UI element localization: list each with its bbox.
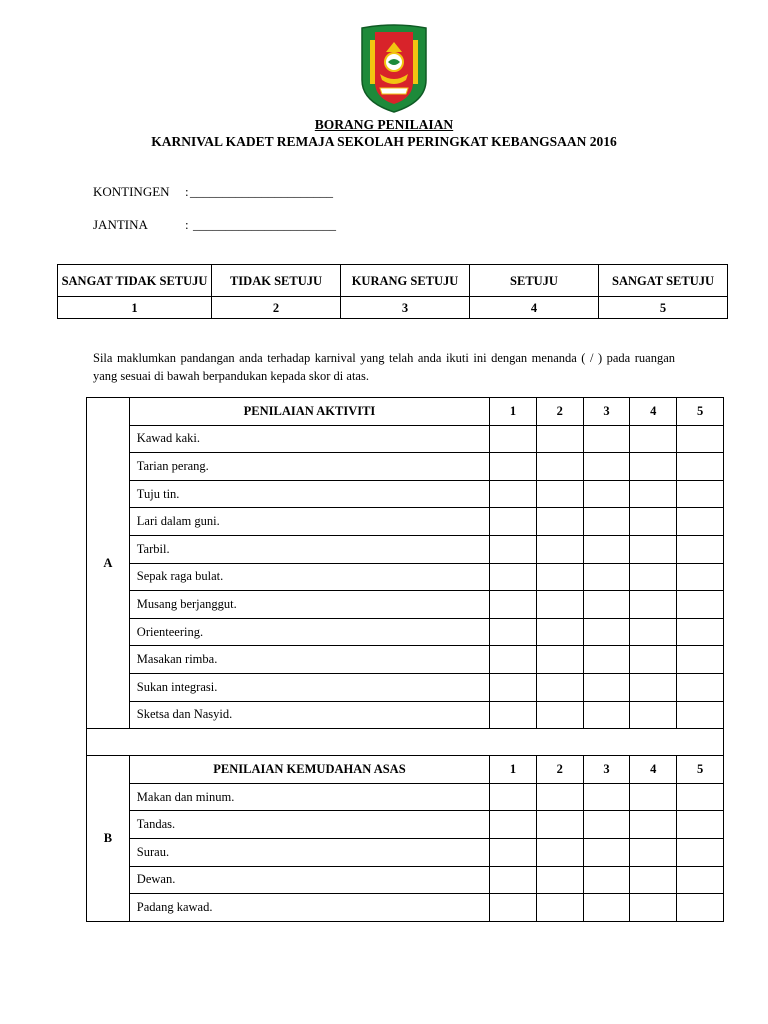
rating-cell[interactable]	[630, 701, 677, 729]
item-label: Tarian perang.	[129, 453, 489, 481]
rating-cell[interactable]	[677, 894, 724, 922]
table-row	[87, 508, 724, 536]
rating-cell[interactable]	[536, 811, 583, 839]
rating-cell[interactable]	[630, 453, 677, 481]
scale-value-2: 2	[212, 297, 341, 319]
section-a-score-1: 1	[490, 398, 537, 426]
table-row	[87, 453, 724, 481]
rating-cell[interactable]	[583, 480, 630, 508]
rating-cell[interactable]	[536, 646, 583, 674]
item-label: Sketsa dan Nasyid.	[129, 701, 489, 729]
item-label: Surau.	[129, 838, 489, 866]
rating-cell[interactable]	[677, 783, 724, 811]
rating-cell[interactable]	[677, 508, 724, 536]
rating-cell[interactable]	[583, 618, 630, 646]
rating-cell[interactable]	[536, 591, 583, 619]
section-b-heading: PENILAIAN KEMUDAHAN ASAS	[129, 756, 489, 784]
table-row	[87, 838, 724, 866]
rating-cell[interactable]	[583, 425, 630, 453]
rating-scale-table	[57, 264, 728, 319]
section-b-score-5: 5	[677, 756, 724, 784]
rating-cell[interactable]	[677, 811, 724, 839]
kontingen-colon: :	[185, 184, 189, 199]
item-label: Dewan.	[129, 866, 489, 894]
rating-cell[interactable]	[583, 866, 630, 894]
section-b-header-row	[87, 756, 724, 784]
rating-cell[interactable]	[536, 425, 583, 453]
item-label: Tandas.	[129, 811, 489, 839]
section-separator-row	[87, 729, 724, 756]
rating-cell[interactable]	[490, 894, 537, 922]
rating-cell[interactable]	[583, 563, 630, 591]
rating-cell[interactable]	[490, 508, 537, 536]
table-row	[87, 646, 724, 674]
rating-cell[interactable]	[583, 535, 630, 563]
scale-label-5: SANGAT SETUJU	[599, 265, 728, 297]
rating-cell[interactable]	[630, 591, 677, 619]
rating-cell[interactable]	[536, 701, 583, 729]
item-label: Orienteering.	[129, 618, 489, 646]
rating-cell[interactable]	[630, 811, 677, 839]
item-label: Makan dan minum.	[129, 783, 489, 811]
rating-cell[interactable]	[490, 453, 537, 481]
rating-cell[interactable]	[677, 866, 724, 894]
rating-cell[interactable]	[583, 783, 630, 811]
section-b-score-3: 3	[583, 756, 630, 784]
rating-cell[interactable]	[490, 535, 537, 563]
rating-cell[interactable]	[677, 618, 724, 646]
rating-cell[interactable]	[630, 894, 677, 922]
rating-cell[interactable]	[536, 480, 583, 508]
rating-cell[interactable]	[490, 673, 537, 701]
item-label: Sukan integrasi.	[129, 673, 489, 701]
rating-cell[interactable]	[677, 646, 724, 674]
rating-cell[interactable]	[677, 535, 724, 563]
table-row	[87, 535, 724, 563]
rating-cell[interactable]	[490, 866, 537, 894]
rating-cell[interactable]	[677, 701, 724, 729]
jantina-field	[93, 217, 353, 235]
scale-label-2: TIDAK SETUJU	[212, 265, 341, 297]
section-b-score-1: 1	[490, 756, 537, 784]
instruction-text: Sila maklumkan pandangan anda terhadap karnival yang telah anda ikuti ini dengan menanda ( / ) pada ruangan yang sesuai di bawah berpandukan kepada skor di atas.	[93, 351, 675, 383]
rating-cell[interactable]	[677, 673, 724, 701]
kadet-emblem-logo	[358, 22, 430, 114]
evaluation-table	[86, 397, 724, 922]
scale-label-1: SANGAT TIDAK SETUJU	[58, 265, 212, 297]
rating-cell[interactable]	[583, 453, 630, 481]
rating-cell[interactable]	[583, 508, 630, 536]
rating-cell[interactable]	[630, 535, 677, 563]
rating-cell[interactable]	[490, 618, 537, 646]
rating-cell[interactable]	[583, 646, 630, 674]
rating-cell[interactable]	[630, 480, 677, 508]
rating-cell[interactable]	[490, 480, 537, 508]
rating-cell[interactable]	[490, 646, 537, 674]
scale-label-4: SETUJU	[470, 265, 599, 297]
rating-cell[interactable]	[536, 866, 583, 894]
table-row	[87, 866, 724, 894]
rating-cell[interactable]	[490, 591, 537, 619]
section-a-score-3: 3	[583, 398, 630, 426]
rating-cell[interactable]	[677, 480, 724, 508]
rating-cell[interactable]	[583, 838, 630, 866]
kontingen-blank-line[interactable]: ______________________	[190, 184, 333, 199]
table-row	[87, 894, 724, 922]
rating-cell[interactable]	[583, 701, 630, 729]
rating-cell[interactable]	[536, 894, 583, 922]
section-a-score-2: 2	[536, 398, 583, 426]
scale-value-5: 5	[599, 297, 728, 319]
form-title: BORANG PENILAIAN	[314, 117, 454, 132]
section-code-b: B	[87, 756, 130, 922]
table-row	[87, 618, 724, 646]
rating-cell[interactable]	[630, 866, 677, 894]
scale-value-1: 1	[58, 297, 212, 319]
item-label: Lari dalam guni.	[129, 508, 489, 536]
rating-cell[interactable]	[490, 563, 537, 591]
rating-cell[interactable]	[490, 783, 537, 811]
rating-cell[interactable]	[583, 811, 630, 839]
rating-cell[interactable]	[630, 508, 677, 536]
section-a-score-4: 4	[630, 398, 677, 426]
rating-cell[interactable]	[630, 425, 677, 453]
kontingen-field	[93, 184, 353, 202]
section-a-score-5: 5	[677, 398, 724, 426]
section-a-heading: PENILAIAN AKTIVITI	[129, 398, 489, 426]
table-row	[87, 701, 724, 729]
item-label: Tuju tin.	[129, 480, 489, 508]
item-label: Kawad kaki.	[129, 425, 489, 453]
rating-cell[interactable]	[536, 563, 583, 591]
rating-cell[interactable]	[677, 563, 724, 591]
item-label: Tarbil.	[129, 535, 489, 563]
item-label: Padang kawad.	[129, 894, 489, 922]
table-row	[87, 425, 724, 453]
item-label: Musang berjanggut.	[129, 591, 489, 619]
rating-cell[interactable]	[630, 838, 677, 866]
scale-label-3: KURANG SETUJU	[341, 265, 470, 297]
rating-cell[interactable]	[536, 838, 583, 866]
section-b-score-4: 4	[630, 756, 677, 784]
item-label: Masakan rimba.	[129, 646, 489, 674]
jantina-colon: :	[185, 217, 189, 232]
rating-cell[interactable]	[583, 894, 630, 922]
table-row	[87, 783, 724, 811]
rating-cell[interactable]	[677, 838, 724, 866]
item-label: Sepak raga bulat.	[129, 563, 489, 591]
rating-cell[interactable]	[490, 425, 537, 453]
rating-cell[interactable]	[630, 646, 677, 674]
jantina-label: JANTINA	[93, 217, 148, 232]
separator-cell	[87, 729, 724, 756]
rating-cell[interactable]	[490, 838, 537, 866]
rating-cell[interactable]	[536, 618, 583, 646]
rating-cell[interactable]	[630, 563, 677, 591]
table-row	[87, 591, 724, 619]
rating-cell[interactable]	[490, 811, 537, 839]
rating-cell[interactable]	[490, 701, 537, 729]
rating-cell[interactable]	[630, 783, 677, 811]
scale-value-4: 4	[470, 297, 599, 319]
section-code-a: A	[87, 398, 130, 729]
section-b-score-2: 2	[536, 756, 583, 784]
form-subtitle: KARNIVAL KADET REMAJA SEKOLAH PERINGKAT KEBANGSAAN 2016	[151, 134, 617, 149]
kontingen-label: KONTINGEN	[93, 184, 170, 199]
section-a-header-row	[87, 398, 724, 426]
table-row	[87, 811, 724, 839]
rating-cell[interactable]	[677, 453, 724, 481]
rating-cell[interactable]	[630, 673, 677, 701]
rating-cell[interactable]	[536, 783, 583, 811]
rating-cell[interactable]	[536, 508, 583, 536]
jantina-blank-line[interactable]: ______________________	[193, 217, 336, 232]
rating-cell[interactable]	[583, 673, 630, 701]
rating-cell[interactable]	[583, 591, 630, 619]
rating-cell[interactable]	[677, 591, 724, 619]
table-row	[87, 480, 724, 508]
rating-cell[interactable]	[630, 618, 677, 646]
rating-cell[interactable]	[536, 673, 583, 701]
scale-value-3: 3	[341, 297, 470, 319]
table-row	[87, 673, 724, 701]
rating-cell[interactable]	[536, 453, 583, 481]
rating-cell[interactable]	[677, 425, 724, 453]
rating-cell[interactable]	[536, 535, 583, 563]
table-row	[87, 563, 724, 591]
